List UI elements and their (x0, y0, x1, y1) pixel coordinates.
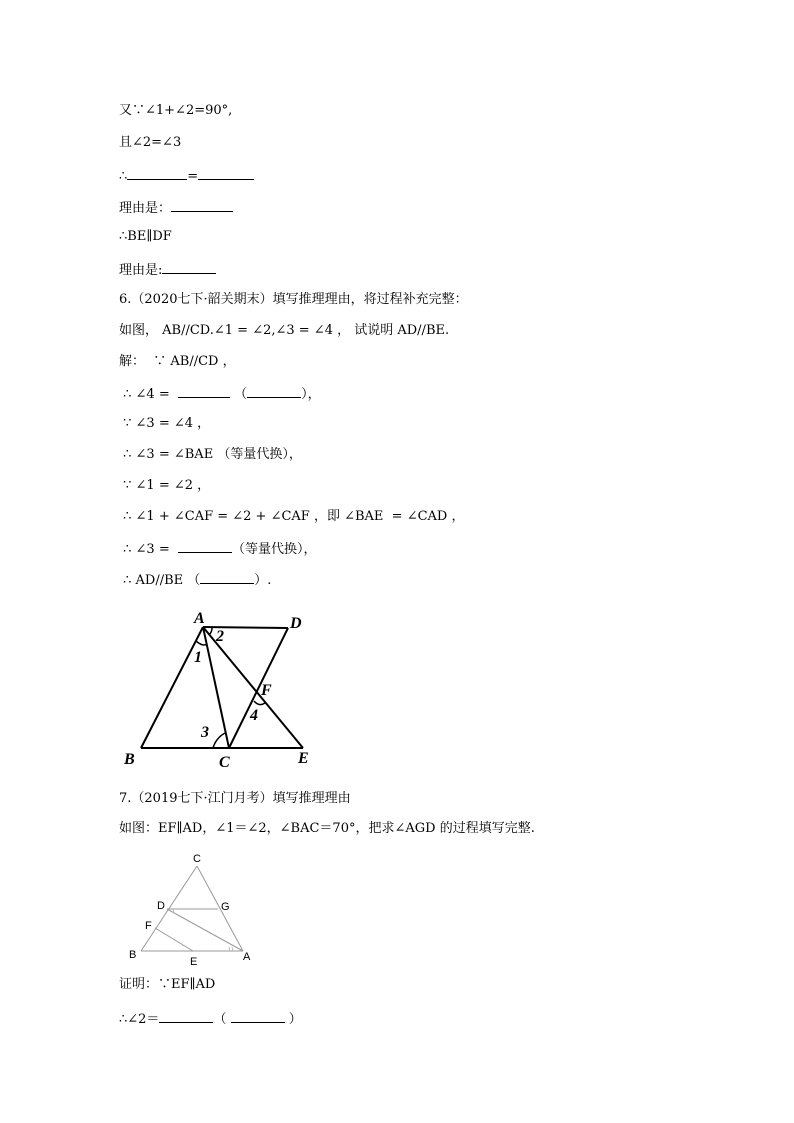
answer-blank[interactable] (200, 571, 254, 584)
angle-mark-a (229, 947, 233, 951)
q6-figure (115, 605, 335, 775)
label-f: F (145, 920, 152, 932)
angle-arc-2 (209, 628, 212, 635)
label-a: A (194, 610, 205, 627)
segment-ab (141, 627, 203, 748)
label-f: F (261, 682, 272, 699)
q6-step-6: ∴ ∠1 + ∠CAF = ∠2 + ∠CAF ，即 ∠BAE = ∠CAD ， (119, 509, 465, 524)
label-d: D (290, 615, 302, 632)
answer-blank[interactable] (247, 385, 301, 398)
line-1: 又∵∠1+∠2=90°, (119, 103, 233, 118)
answer-blank[interactable] (162, 261, 216, 274)
line-4: 理由是： (119, 199, 233, 217)
line-6: 理由是: (119, 261, 216, 279)
answer-blank[interactable] (171, 199, 233, 212)
segment-cd (229, 628, 288, 748)
line-2: 且∠2=∠3 (119, 135, 182, 150)
label-c: C (193, 853, 201, 865)
q6-given: 如图， AB//CD.∠1 = ∠2,∠3 = ∠4 ， 试说明 AD//BE. (119, 323, 450, 338)
q7-figure (120, 848, 260, 968)
line-3: ∴ = (119, 167, 254, 185)
answer-blank[interactable] (127, 167, 187, 180)
label-e: E (190, 956, 198, 968)
label-3: 3 (201, 724, 209, 741)
label-2: 2 (216, 628, 224, 645)
answer-blank[interactable] (178, 540, 232, 553)
label-b: B (124, 751, 135, 768)
segment-fe (155, 928, 193, 951)
label-e: E (298, 750, 309, 767)
q7-header: 7.（2019七下·江门月考）填写推理理由 (119, 791, 351, 806)
q6-step-2: ∴ ∠4 = （ ）， (119, 387, 321, 402)
label-1: 1 (194, 649, 202, 666)
answer-blank[interactable] (231, 1010, 285, 1023)
q7-given: 如图：EF∥AD，∠1＝∠2，∠BAC＝70°，把求∠AGD 的过程填写完整. (119, 821, 535, 836)
answer-blank[interactable] (198, 167, 254, 180)
q7-proof: 证明：∵EF∥AD (119, 977, 216, 992)
label-g: G (221, 901, 230, 913)
label-d: D (157, 900, 165, 912)
q6-step-4: ∴ ∠3 = ∠BAE （等量代换）， (119, 447, 302, 462)
angle-arc-3 (213, 733, 225, 748)
answer-blank[interactable] (178, 385, 230, 398)
label-b: B (129, 949, 137, 961)
q6-step-1: 解： ∵ AB//CD ， (119, 354, 236, 369)
q6-header: 6.（2020七下·韶关期末）填写推理理由，将过程补充完整： (119, 292, 468, 307)
q6-step-7: ∴ ∠3 = （等量代换）， (119, 542, 317, 557)
segment-ae (203, 627, 303, 748)
q7-last-line: ∴∠2＝ （ ） (119, 1012, 302, 1027)
q6-step-5: ∵ ∠1 = ∠2 ， (119, 478, 211, 493)
q6-step-8: ∴ AD//BE （ ）. (119, 573, 272, 588)
q6-step-3: ∵ ∠3 = ∠4 ， (119, 416, 211, 431)
label-c: C (219, 754, 230, 771)
answer-blank[interactable] (159, 1010, 213, 1023)
label-a: A (243, 951, 251, 963)
line-5: ∴BE∥DF (119, 229, 172, 244)
label-4: 4 (250, 707, 258, 724)
